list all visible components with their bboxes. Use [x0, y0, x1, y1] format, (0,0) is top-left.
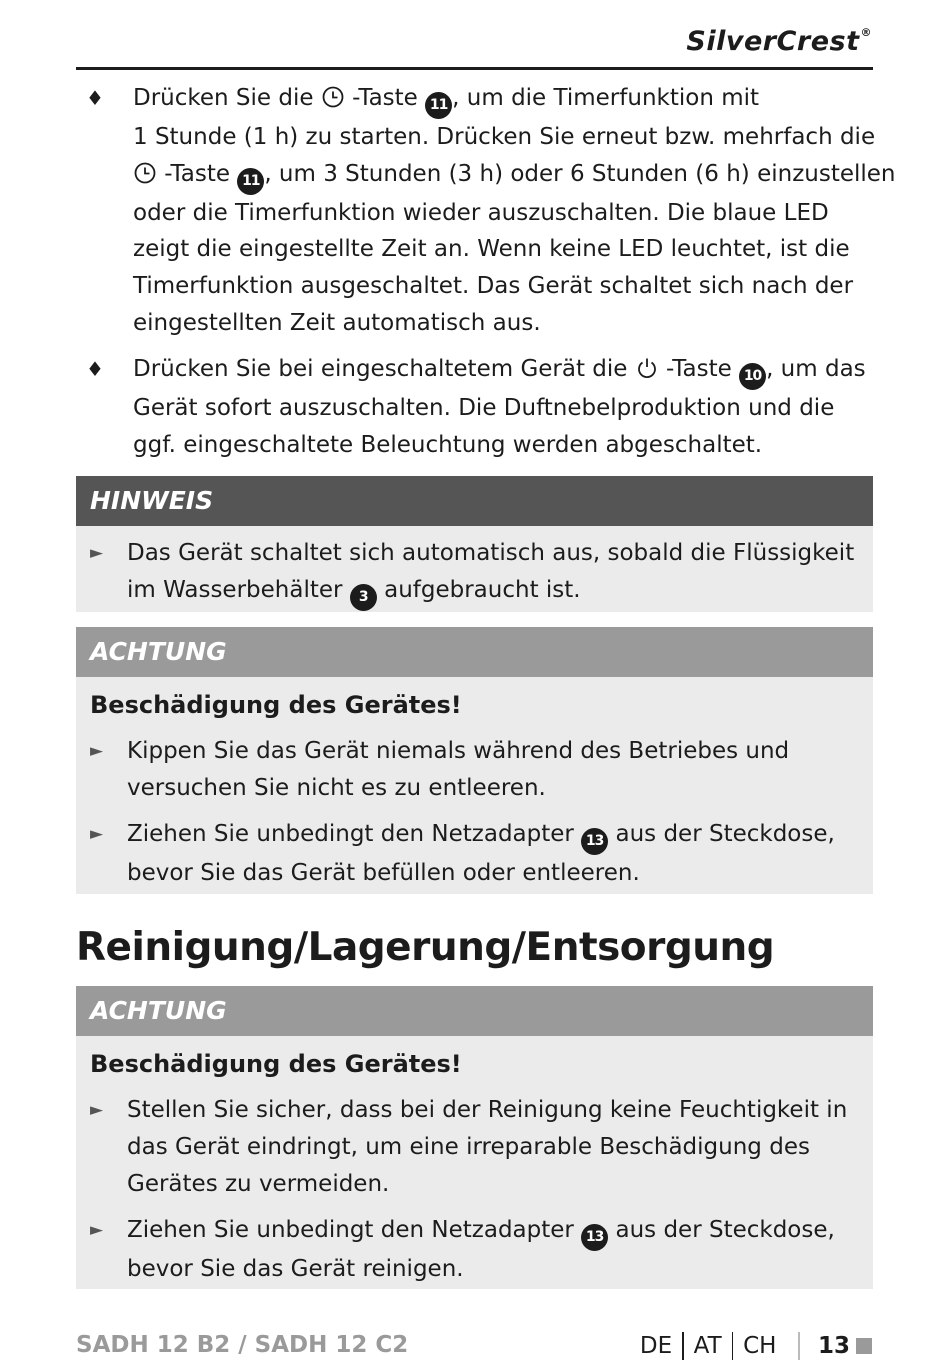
clock-icon	[133, 161, 157, 185]
achtung-item	[127, 733, 789, 807]
text-line	[127, 816, 835, 855]
text-segment: Ziehen Sie unbedingt den Netzadapter	[127, 821, 582, 847]
text-segment: ggf. eingeschaltete Beleuchtung werden abgeschaltet.	[133, 431, 763, 458]
text-segment: -Taste	[157, 160, 238, 187]
text-segment: eingestellten Zeit automatisch aus.	[133, 309, 541, 336]
text-line	[127, 770, 789, 807]
country-at: AT	[693, 1333, 722, 1359]
achtung-item	[127, 1212, 835, 1288]
achtung-item	[127, 1092, 847, 1202]
achtung-header: ACHTUNG	[76, 627, 873, 677]
reference-number-badge: 3	[350, 584, 377, 611]
text-segment: bevor Sie das Gerät befüllen oder entleeren.	[127, 859, 640, 886]
text-segment: zeigt die eingestellte Zeit an. Wenn keine LED leuchtet, ist die	[133, 236, 850, 263]
bullet-diamond-icon: ♦	[86, 86, 104, 110]
text-segment: , um das	[766, 356, 866, 382]
brand-name: SilverCrest	[686, 26, 860, 57]
page-square-icon	[856, 1338, 872, 1354]
text-line	[127, 733, 789, 770]
achtung-item	[127, 816, 835, 892]
section-title: Reinigung/Lagerung/Entsorgung	[76, 925, 775, 970]
achtung-subtitle: Beschädigung des Gerätes!	[90, 1050, 462, 1078]
text-line	[127, 535, 854, 572]
text-line	[127, 1092, 847, 1129]
text-line	[127, 1166, 847, 1203]
achtung-header: ACHTUNG	[76, 986, 873, 1036]
text-segment: bevor Sie das Gerät reinigen.	[127, 1255, 464, 1282]
arrow-right-icon: ►	[90, 824, 104, 844]
text-line	[127, 1129, 847, 1166]
text-segment: im Wasserbehälter	[127, 576, 350, 603]
text-line	[133, 427, 878, 464]
text-segment: -Taste	[344, 85, 426, 111]
text-segment: -Taste	[658, 356, 740, 382]
text-segment: Gerät sofort auszuschalten. Die Duftnebelproduktion und die	[133, 394, 835, 421]
clock-icon	[321, 85, 345, 109]
page-number: 13	[817, 1333, 850, 1359]
bullet-diamond-icon: ♦	[86, 357, 104, 381]
divider	[682, 1332, 684, 1360]
reference-number-badge: 11	[237, 168, 264, 195]
arrow-right-icon: ►	[90, 741, 104, 761]
text-segment: , um die Timerfunktion mit	[452, 85, 760, 111]
text-segment: , um 3 Stunden (3 h) oder 6 Stunden (6 h) einzustellen	[264, 160, 896, 187]
text-segment: Gerätes zu vermeiden.	[127, 1170, 390, 1197]
text-line	[127, 855, 835, 892]
text-segment: oder die Timerfunktion wieder auszuschalten. Die blaue LED	[133, 199, 829, 226]
reference-number-badge: 13	[581, 1224, 608, 1251]
footer-model: SADH 12 B2 / SADH 12 C2	[76, 1332, 409, 1358]
text-line	[133, 195, 878, 232]
hinweis-header: HINWEIS	[76, 476, 873, 526]
arrow-right-icon: ►	[90, 1100, 104, 1120]
reference-number-badge: 11	[425, 92, 452, 119]
text-segment: Kippen Sie das Gerät niemals während des Betriebes und	[127, 738, 790, 764]
arrow-right-icon: ►	[90, 1220, 104, 1240]
text-line	[133, 119, 878, 156]
divider	[798, 1332, 800, 1360]
text-line	[133, 80, 878, 119]
text-line	[133, 231, 878, 268]
bullet-paragraph	[133, 351, 878, 463]
text-line	[133, 305, 878, 342]
reference-number-badge: 10	[739, 363, 766, 390]
text-line	[133, 390, 878, 427]
text-line	[133, 351, 878, 390]
text-line	[127, 1251, 835, 1288]
text-segment: aufgebraucht ist.	[376, 576, 581, 603]
text-segment: 1 Stunde (1 h) zu starten. Drücken Sie erneut bzw. mehrfach die	[133, 123, 876, 150]
power-icon	[635, 356, 659, 380]
registered-mark: ®	[860, 26, 872, 39]
text-segment: das Gerät eindringt, um eine irreparable Beschädigung des	[127, 1133, 810, 1160]
text-segment: Ziehen Sie unbedingt den Netzadapter	[127, 1217, 582, 1243]
text-segment: aus der Steckdose,	[608, 1217, 835, 1243]
reference-number-badge: 13	[581, 828, 608, 855]
text-segment: Das Gerät schaltet sich automatisch aus, sobald die Flüssigkeit	[127, 540, 855, 566]
bullet-paragraph	[133, 80, 896, 342]
hinweis-item	[127, 535, 854, 611]
text-segment: Stellen Sie sicher, dass bei der Reinigung keine Feuchtigkeit in	[127, 1097, 848, 1123]
footer-pagination	[640, 1332, 872, 1360]
text-segment: versuchen Sie nicht es zu entleeren.	[127, 774, 546, 801]
text-line	[127, 572, 854, 611]
text-segment: Drücken Sie bei eingeschaltetem Gerät die	[133, 356, 635, 382]
text-line	[127, 1212, 835, 1251]
country-ch: CH	[743, 1333, 777, 1359]
text-segment: aus der Steckdose,	[608, 821, 835, 847]
achtung-subtitle: Beschädigung des Gerätes!	[90, 691, 462, 719]
text-segment: Drücken Sie die	[133, 85, 321, 111]
divider	[732, 1332, 734, 1360]
arrow-right-icon: ►	[90, 543, 104, 563]
text-line	[133, 268, 878, 305]
text-line	[133, 156, 896, 195]
header-rule	[76, 67, 873, 70]
country-de: DE	[639, 1333, 673, 1359]
brand-logo	[686, 26, 872, 57]
text-segment: Timerfunktion ausgeschaltet. Das Gerät schaltet sich nach der	[133, 273, 854, 300]
